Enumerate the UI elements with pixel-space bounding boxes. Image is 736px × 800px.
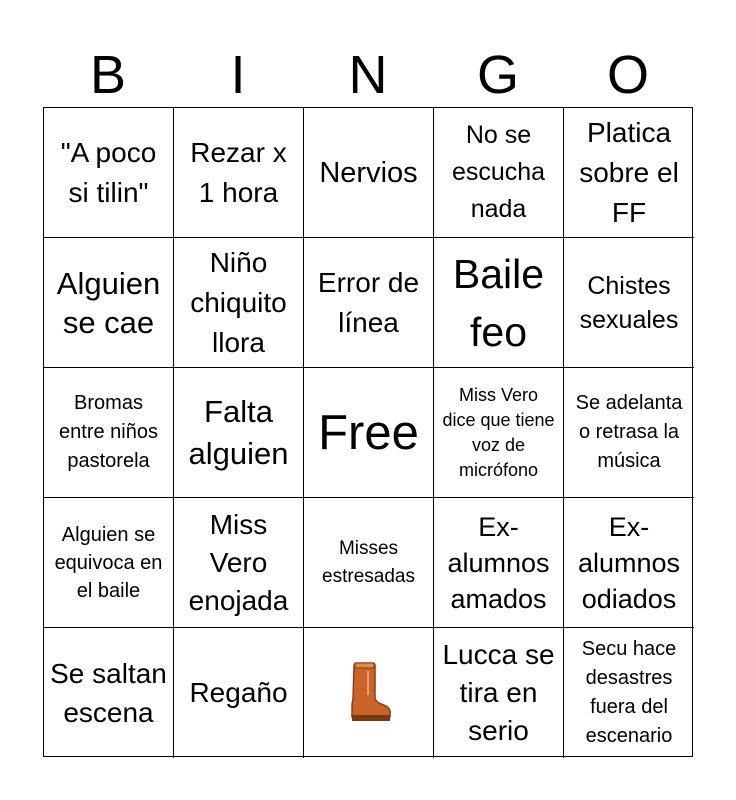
cell-text: Niño chiquito llora — [190, 246, 287, 358]
cell-text: Platica sobre el FF — [579, 116, 679, 228]
bingo-cell[interactable] — [304, 498, 434, 628]
cell-text: Error de línea — [317, 266, 420, 338]
bingo-cell[interactable] — [434, 108, 564, 238]
cell-text: Rezar x 1 hora — [190, 136, 287, 208]
cell-text: Bromas entre niños pastorela — [59, 392, 158, 472]
bingo-cell[interactable] — [304, 108, 434, 238]
boot-icon — [346, 659, 392, 728]
bingo-cell[interactable] — [44, 368, 174, 498]
cell-text: Falta alguien — [188, 393, 289, 471]
cell-text: Nervios — [319, 156, 418, 189]
bingo-cell[interactable] — [44, 238, 174, 368]
cell-text: Miss Vero enojada — [188, 508, 289, 616]
bingo-cell[interactable] — [174, 368, 304, 498]
bingo-cell[interactable] — [434, 238, 564, 368]
cell-text: Baile feo — [452, 250, 545, 355]
cell-text: No se escucha nada — [451, 121, 546, 223]
header-letter-i: I — [230, 45, 246, 105]
cell-text: Ex-alumnos odiados — [577, 511, 681, 614]
cell-text: Secu hace desastres fuera del escenario — [581, 638, 677, 747]
bingo-cell[interactable] — [434, 498, 564, 628]
cell-text: Misses estresadas — [322, 537, 415, 587]
cell-text: Regaño — [189, 677, 288, 708]
bingo-header — [43, 44, 693, 106]
bingo-cell[interactable] — [174, 108, 304, 238]
bingo-card — [43, 107, 693, 757]
cell-text: Se saltan escena — [50, 658, 167, 728]
header-letter-b: B — [89, 45, 127, 105]
cell-text: Se adelanta o retrasa la música — [575, 392, 683, 472]
bingo-cell[interactable] — [564, 368, 694, 498]
bingo-cell[interactable] — [564, 108, 694, 238]
bingo-cell[interactable] — [174, 238, 304, 368]
bingo-cell[interactable] — [434, 368, 564, 498]
bingo-cell[interactable] — [564, 628, 694, 758]
bingo-cell[interactable] — [564, 498, 694, 628]
header-letter-o: O — [606, 45, 649, 105]
cell-text: Ex-alumnos amados — [447, 511, 550, 614]
cell-text: Chistes sexuales — [579, 271, 679, 334]
free-text: Free — [318, 405, 419, 460]
boot-cell[interactable] — [304, 628, 434, 758]
bingo-cell[interactable] — [44, 108, 174, 238]
cell-text: Lucca se tira en serio — [442, 639, 555, 746]
bingo-cell[interactable] — [44, 628, 174, 758]
cell-text: Miss Vero dice que tiene voz de micrófono — [442, 384, 555, 480]
cell-text: "A poco si tilin" — [60, 136, 157, 208]
bingo-cell[interactable] — [44, 498, 174, 628]
bingo-cell[interactable] — [434, 628, 564, 758]
header-letter-n: N — [348, 45, 388, 105]
bingo-cell[interactable] — [304, 238, 434, 368]
bingo-cell[interactable] — [174, 498, 304, 628]
bingo-cell[interactable] — [564, 238, 694, 368]
bingo-cell[interactable] — [174, 628, 304, 758]
header-letter-g: G — [476, 45, 519, 105]
cell-text: Alguien se equivoca en el baile — [54, 523, 163, 602]
cell-text: Alguien se cae — [56, 265, 161, 340]
free-cell[interactable] — [304, 368, 434, 498]
